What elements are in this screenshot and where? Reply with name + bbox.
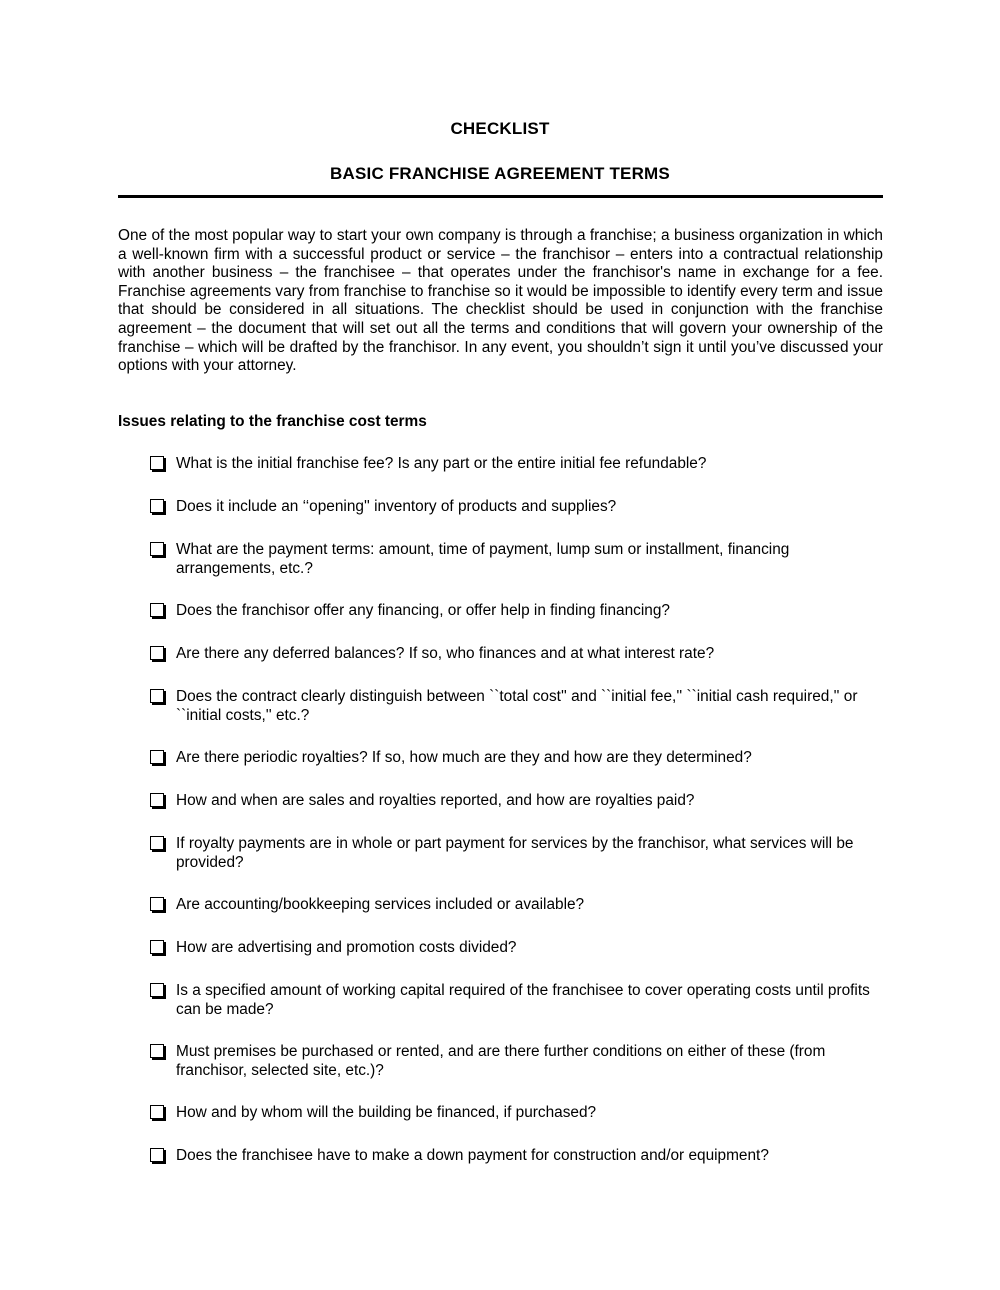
checkbox-icon[interactable] xyxy=(150,689,164,703)
checkbox-icon[interactable] xyxy=(150,750,164,764)
checkbox-icon[interactable] xyxy=(150,1105,164,1119)
checklist-item-text: Does it include an ‘‘opening'' inventory of products and supplies? xyxy=(176,498,617,515)
checkbox-icon[interactable] xyxy=(150,603,164,617)
checklist-item xyxy=(150,645,885,688)
checkbox-icon[interactable] xyxy=(150,983,164,997)
document-title: CHECKLIST xyxy=(450,119,550,138)
checkbox-icon[interactable] xyxy=(150,1044,164,1058)
checklist-item-text: How and by whom will the building be financed, if purchased? xyxy=(176,1104,597,1121)
checklist-item-text: Must premises be purchased or rented, and are there further conditions on either of these (from franchisor, selected site, etc.)? xyxy=(176,1043,826,1079)
checklist-item xyxy=(150,541,885,602)
checkbox-icon[interactable] xyxy=(150,499,164,513)
checklist-item-text: Does the franchisee have to make a down payment for construction and/or equipment? xyxy=(176,1147,769,1164)
checklist-item-text: What is the initial franchise fee? Is any part or the entire initial fee refundable? xyxy=(176,455,707,472)
checklist-item-text: Does the franchisor offer any financing, or offer help in finding financing? xyxy=(176,602,670,619)
section-heading: Issues relating to the franchise cost terms xyxy=(118,413,427,430)
checklist-item xyxy=(150,688,885,749)
checkbox-icon[interactable] xyxy=(150,940,164,954)
checklist-item-text: Is a specified amount of working capital required of the franchisee to cover operating costs until profits can be made? xyxy=(176,982,870,1018)
checklist-item-text: Are there periodic royalties? If so, how much are they and how are they determined? xyxy=(176,749,752,766)
checkbox-icon[interactable] xyxy=(150,897,164,911)
checkbox-icon[interactable] xyxy=(150,793,164,807)
checklist-item xyxy=(150,982,885,1043)
checklist-item xyxy=(150,835,885,896)
checklist-item xyxy=(150,1147,885,1190)
checklist-item-text: What are the payment terms: amount, time of payment, lump sum or installment, financing arrangements, etc.? xyxy=(176,541,790,577)
checklist-item xyxy=(150,1104,885,1147)
checklist xyxy=(150,455,885,1190)
checklist-item xyxy=(150,455,885,498)
checklist-item xyxy=(150,1043,885,1104)
checklist-item-text: Are accounting/bookkeeping services included or available? xyxy=(176,896,585,913)
checklist-item xyxy=(150,896,885,939)
checkbox-icon[interactable] xyxy=(150,646,164,660)
title-divider xyxy=(118,195,883,198)
document-subtitle: BASIC FRANCHISE AGREEMENT TERMS xyxy=(330,164,670,183)
checkbox-icon[interactable] xyxy=(150,836,164,850)
checklist-item-text: How are advertising and promotion costs divided? xyxy=(176,939,517,956)
checkbox-icon[interactable] xyxy=(150,456,164,470)
checklist-item-text: If royalty payments are in whole or part payment for services by the franchisor, what services will be provided? xyxy=(176,835,854,871)
intro-paragraph: One of the most popular way to start your own company is through a franchise; a business organization in which a well-known firm with a successful product or service – the franchisor – enters into a contractual relationship with another business – the franchisee – that operates under the franchisor's name in exchange for a fee. Franchise agreements vary from franchise to franchise so it would be impossible to identify every term and issue that should be considered in all situations. The checklist should be used in conjunction with the franchise agreement – the document that will set out all the terms and conditions that will govern your ownership of the franchise – which will be drafted by the franchisor. In any event, you shouldn’t sign it until you’ve discussed your options with your attorney. xyxy=(118,227,883,375)
checklist-item-text: Are there any deferred balances? If so, who finances and at what interest rate? xyxy=(176,645,715,662)
checklist-item xyxy=(150,792,885,835)
checklist-item xyxy=(150,939,885,982)
checklist-item-text: Does the contract clearly distinguish between ``total cost'' and ``initial fee,'' ``initial cash required,'' or ``initial costs,'' etc.? xyxy=(176,688,858,724)
checklist-item-text: How and when are sales and royalties reported, and how are royalties paid? xyxy=(176,792,695,809)
checkbox-icon[interactable] xyxy=(150,542,164,556)
checkbox-icon[interactable] xyxy=(150,1148,164,1162)
checklist-item xyxy=(150,498,885,541)
checklist-item xyxy=(150,602,885,645)
checklist-item xyxy=(150,749,885,792)
